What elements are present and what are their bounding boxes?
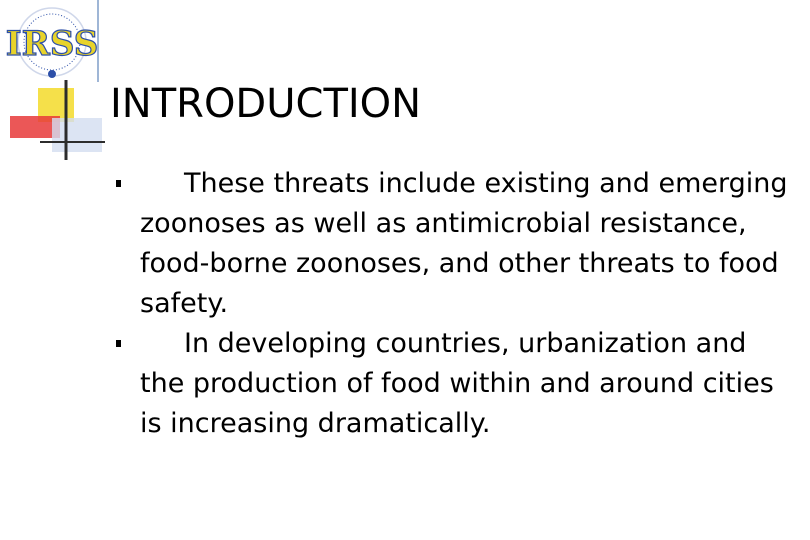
bullet-item bbox=[28, 164, 788, 324]
slide-body bbox=[28, 164, 788, 444]
slide-title: INTRODUCTION bbox=[110, 81, 422, 127]
bullet-square-icon bbox=[116, 340, 121, 347]
bullet-text: In developing countries, urbanization and the production of food within and around cities is increasing dramatically. bbox=[140, 328, 774, 439]
bullet-item bbox=[28, 324, 788, 444]
logo-text: IRSS bbox=[5, 24, 99, 64]
bullet-text: These threats include existing and emerging zoonoses as well as antimicrobial resistance, food-borne zoonoses, and other threats to food safety. bbox=[140, 168, 788, 319]
bullet-square-icon bbox=[116, 180, 121, 187]
logo bbox=[0, 0, 100, 82]
decorative-cross-graphic bbox=[0, 80, 110, 160]
